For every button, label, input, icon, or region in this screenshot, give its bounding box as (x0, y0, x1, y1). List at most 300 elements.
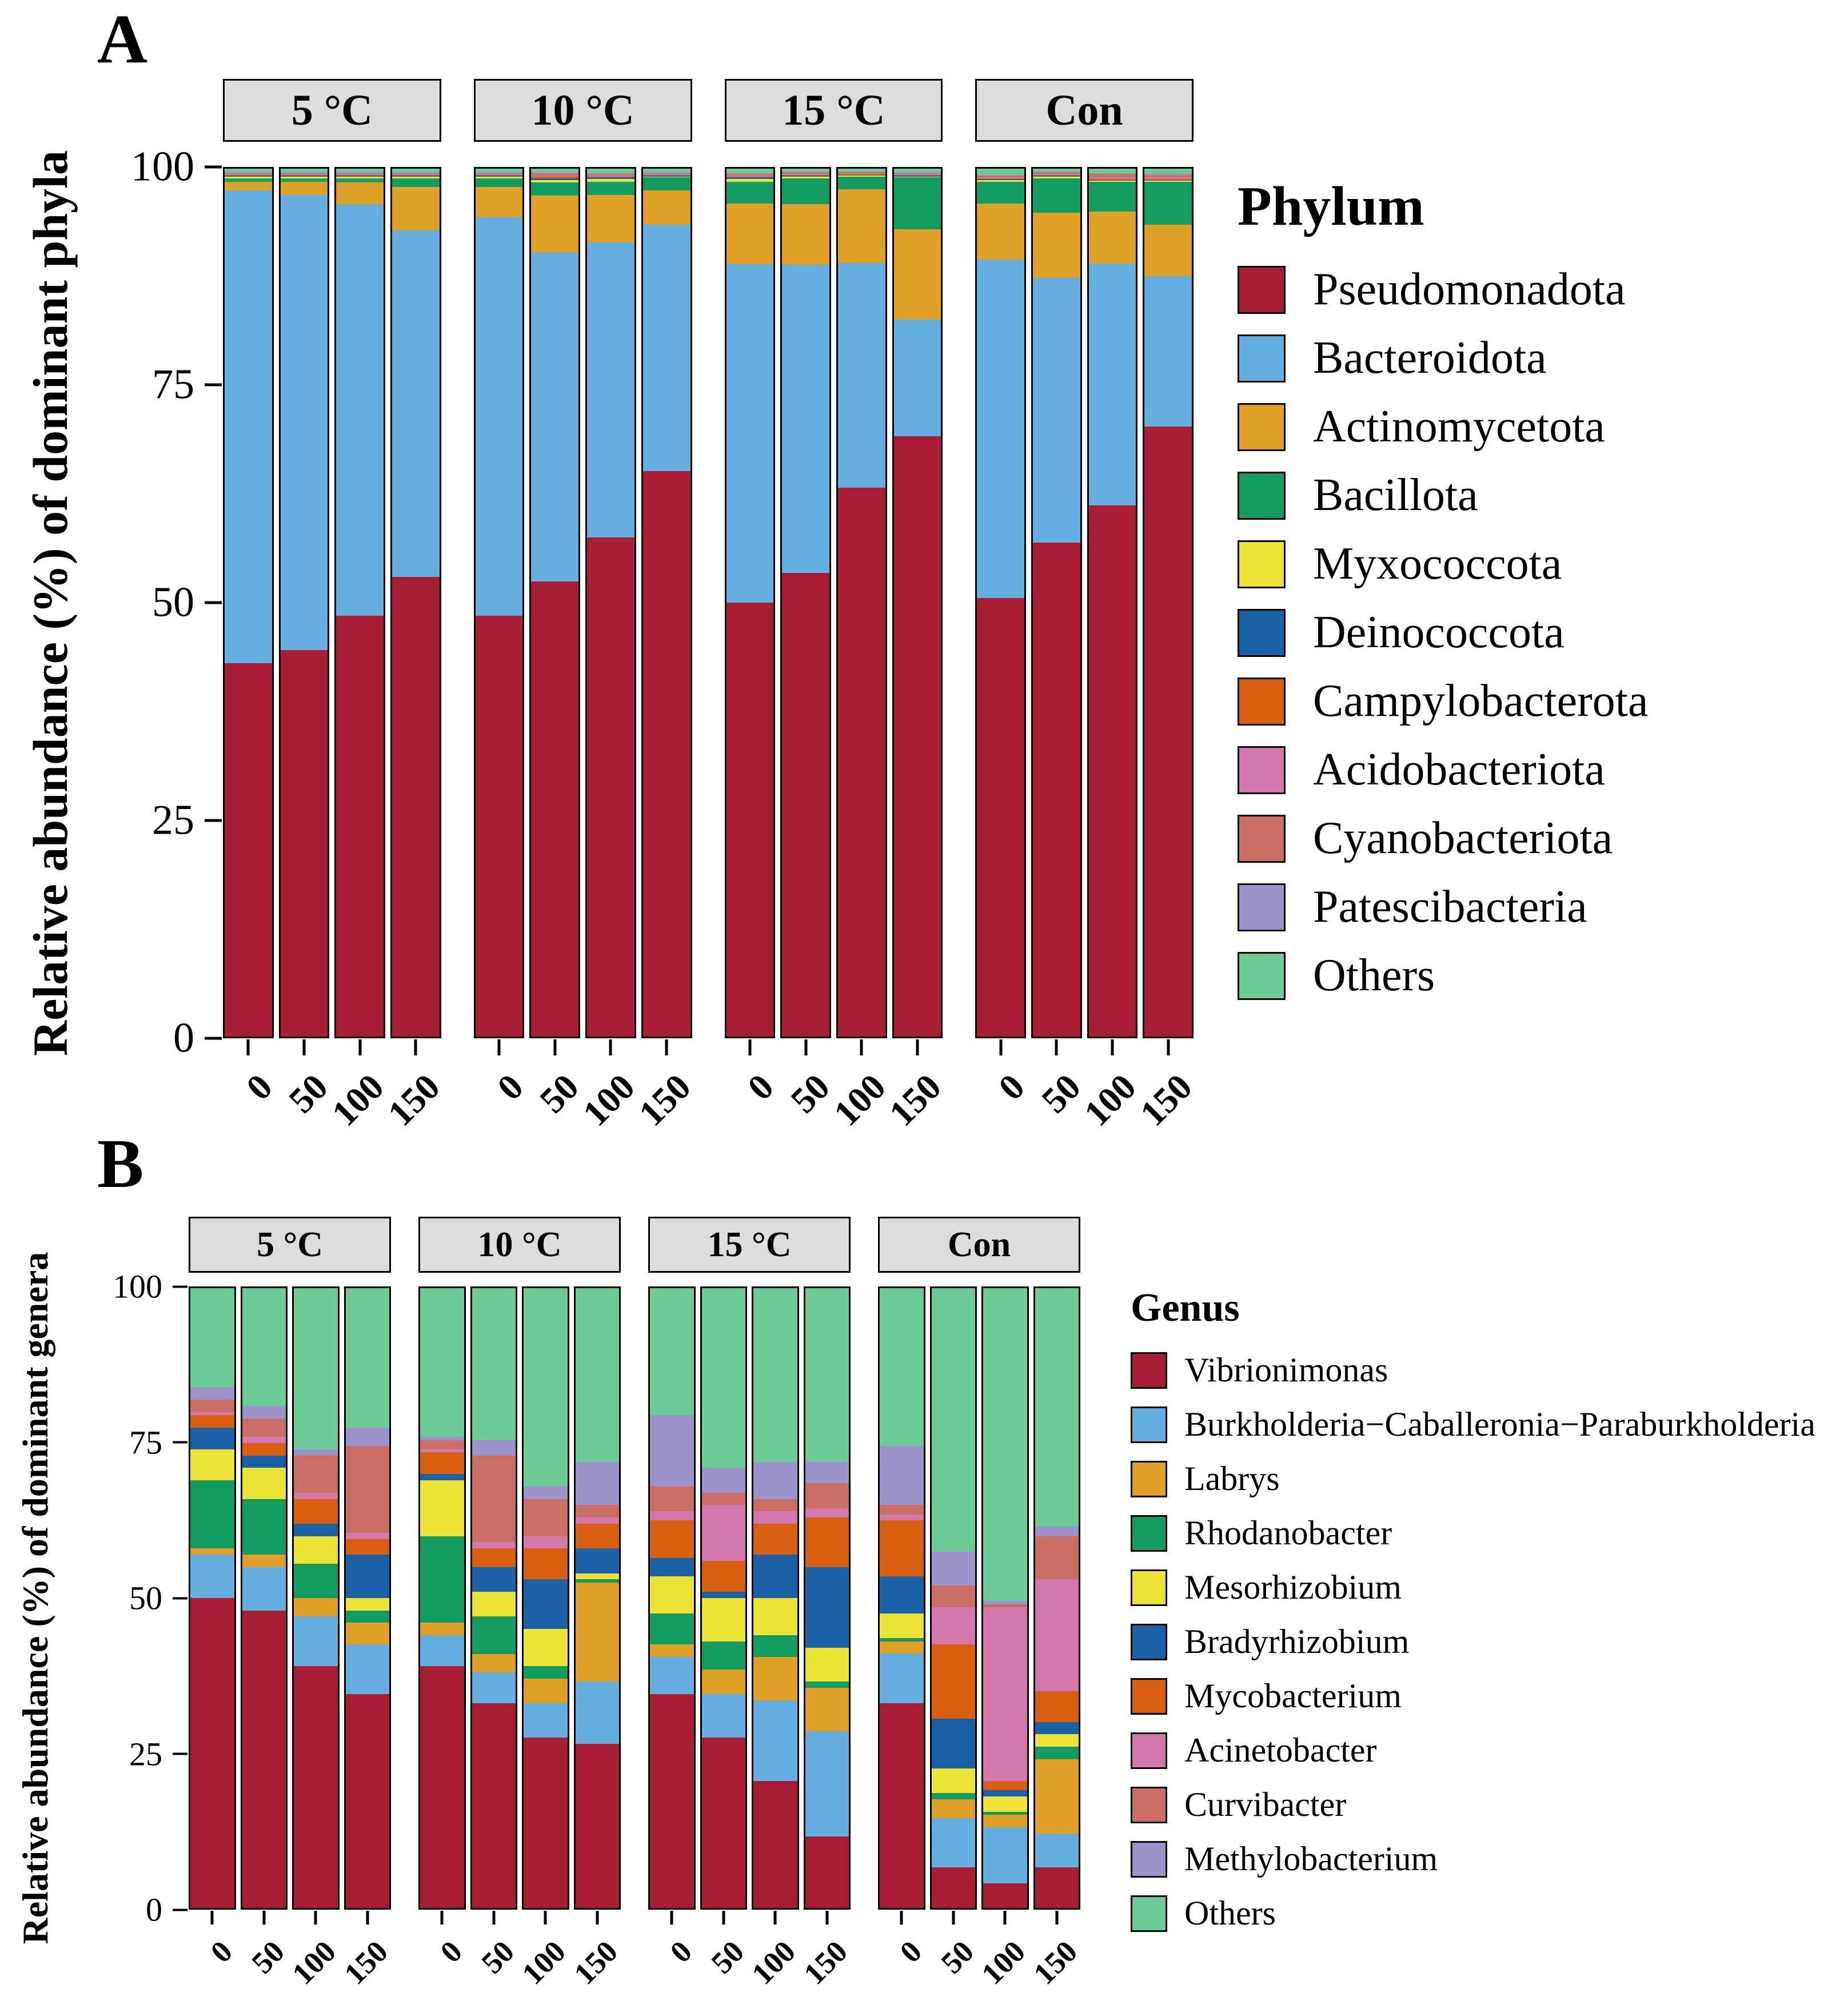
bar-segment (838, 189, 885, 263)
x-tick-label: 50 (245, 1934, 292, 1981)
bar-segment (643, 225, 691, 471)
bar-segment (576, 1505, 620, 1517)
bar-segment (838, 488, 885, 1037)
bar-segment (531, 196, 578, 252)
bar-segment (336, 182, 384, 204)
y-tick (86, 796, 222, 845)
x-tick (648, 1911, 699, 2014)
bar-segment (838, 263, 885, 488)
bar-segment (346, 1623, 390, 1644)
x-tick (337, 1911, 395, 2014)
bar-segment (880, 1703, 924, 1908)
stacked-bar (418, 1286, 466, 1910)
x-tick-label: 0 (238, 1066, 280, 1108)
stacked-bar (1087, 167, 1138, 1038)
x-tick-label: 0 (991, 1066, 1032, 1108)
legend-label: Labrys (1184, 1460, 1280, 1497)
bar-segment (587, 169, 634, 173)
x-tick (189, 1911, 240, 2014)
bar-segment (782, 204, 829, 265)
bar-segment (650, 1487, 694, 1511)
facet-group (975, 167, 1194, 1038)
legend-item (1131, 1731, 1815, 1770)
bar-segment (190, 1288, 234, 1387)
bar-segment (880, 1505, 924, 1514)
panel-a-legend (1238, 174, 1648, 1018)
bar-segment (472, 1616, 516, 1654)
bar-segment (336, 616, 384, 1036)
x-tick (223, 1039, 280, 1148)
panel-a-y-axis-title: Relative abundance (%) of dominant phyla (23, 150, 78, 1056)
y-tick (86, 143, 222, 192)
bar-segment (576, 1288, 620, 1462)
legend-item (1238, 744, 1648, 796)
bar-segment (1033, 278, 1080, 543)
bar-segment (294, 1456, 338, 1493)
bar-segment (650, 1613, 694, 1644)
bar-segment (190, 1400, 234, 1412)
bar-segment (524, 1487, 568, 1499)
bar-segment (242, 1468, 286, 1499)
legend-swatch (1131, 1461, 1167, 1497)
panel-b-facet-headers (189, 1217, 1080, 1273)
legend-label: Others (1184, 1894, 1276, 1932)
legend-swatch (1131, 1678, 1167, 1715)
x-tick-mark (262, 1911, 265, 1925)
stacked-bar (1031, 167, 1082, 1038)
stacked-bar (878, 1286, 925, 1910)
facet-group (474, 167, 692, 1038)
bar-segment (420, 1623, 464, 1635)
stacked-bar (700, 1286, 748, 1910)
legend-swatch (1131, 1895, 1167, 1932)
panel-a-legend-title: Phylum (1238, 176, 1424, 237)
x-tick (515, 1911, 573, 2014)
bar-segment (420, 1452, 464, 1474)
bar-segment (880, 1613, 924, 1638)
x-tick-label: 100 (285, 1934, 343, 1991)
x-tick-label: 150 (337, 1934, 395, 1991)
bar-segment (650, 1288, 694, 1415)
x-tick-label: 0 (740, 1066, 782, 1108)
bar-segment (753, 1555, 797, 1598)
bar-segment (727, 264, 774, 603)
bar-segment (392, 178, 440, 187)
x-tick (878, 1911, 929, 2014)
bar-segment (702, 1505, 746, 1561)
x-tick-mark (544, 1911, 547, 1925)
bar-segment (643, 177, 691, 190)
bar-segment (294, 1524, 338, 1536)
legend-item (1131, 1405, 1815, 1444)
bar-segment (894, 177, 941, 229)
x-tick (700, 1911, 751, 2014)
facet-x-ticks (648, 1911, 855, 2014)
stacked-bar (641, 167, 692, 1038)
x-tick-label: 150 (797, 1934, 855, 1991)
bar-segment (294, 1598, 338, 1617)
panel-b-y-axis-title: Relative abundance (%) of dominant genera (15, 1252, 55, 1945)
bar-segment (702, 1694, 746, 1738)
x-tick (825, 1039, 893, 1148)
y-tick (86, 1014, 222, 1063)
bar-segment (983, 1827, 1027, 1883)
facet-label: 5 °C (189, 1217, 391, 1273)
facet-x-ticks (725, 1039, 949, 1148)
bar-segment (576, 1583, 620, 1682)
bar-segment (242, 1406, 286, 1419)
x-tick-label: 100 (515, 1934, 573, 1991)
y-tick-label: 25 (152, 796, 194, 844)
bar-segment (1144, 427, 1192, 1037)
bar-segment (576, 1573, 620, 1580)
x-tick-label: 50 (704, 1934, 751, 1981)
bar-segment (420, 1536, 464, 1623)
y-tick-label: 50 (152, 579, 194, 626)
bar-segment (294, 1499, 338, 1524)
legend-label: Acinetobacter (1184, 1731, 1377, 1769)
legend-swatch (1238, 746, 1286, 794)
y-tick (69, 1735, 187, 1773)
bar-segment (294, 1666, 338, 1908)
bar-segment (1035, 1579, 1079, 1691)
y-tick-label: 0 (146, 1891, 162, 1929)
x-tick-mark (553, 1039, 556, 1055)
legend-label: Mycobacterium (1184, 1677, 1402, 1715)
bar-segment (472, 1288, 516, 1440)
x-tick-mark (952, 1911, 955, 1925)
bar-segment (472, 1703, 516, 1908)
x-tick (1076, 1039, 1144, 1148)
y-tick (69, 1268, 187, 1306)
bar-segment (753, 1462, 797, 1499)
x-tick-mark (441, 1911, 444, 1925)
bar-segment (753, 1524, 797, 1555)
bar-segment (346, 1598, 390, 1611)
facet-group (418, 1286, 621, 1910)
stacked-bar (981, 1286, 1029, 1910)
y-tick-mark (205, 384, 222, 387)
bar-segment (1035, 1691, 1079, 1722)
legend-item (1131, 1676, 1815, 1716)
bar-segment (1035, 1759, 1079, 1834)
bar-segment (1035, 1867, 1079, 1907)
bar-segment (524, 1579, 568, 1629)
x-tick-mark (1167, 1039, 1170, 1055)
legend-swatch (1238, 472, 1286, 520)
legend-item (1131, 1622, 1815, 1662)
bar-segment (294, 1616, 338, 1666)
stacked-bar (574, 1286, 621, 1910)
bar-segment (643, 471, 691, 1037)
legend-item (1238, 264, 1648, 316)
x-tick (324, 1039, 392, 1148)
bar-segment (587, 182, 634, 195)
bar-segment (650, 1511, 694, 1520)
bar-segment (1089, 505, 1136, 1037)
bar-segment (727, 204, 774, 264)
bar-segment (281, 650, 328, 1037)
panel-a-facet-headers (223, 79, 1194, 142)
y-tick-label: 75 (129, 1424, 162, 1461)
legend-item (1238, 881, 1648, 933)
x-tick (630, 1039, 699, 1148)
bar-segment (190, 1428, 234, 1449)
legend-label: Vibrionimonas (1184, 1351, 1388, 1389)
y-tick-mark (205, 1037, 222, 1040)
legend-item (1238, 607, 1648, 659)
bar-segment (190, 1598, 234, 1908)
stacked-bar (725, 167, 776, 1038)
x-tick (1027, 1911, 1084, 2014)
bar-segment (392, 187, 440, 230)
y-tick-label: 0 (173, 1014, 194, 1062)
stacked-bar (241, 1286, 288, 1910)
legend-label: Bacillota (1313, 470, 1478, 520)
bar-segment (420, 1440, 464, 1449)
bar-segment (242, 1288, 286, 1406)
bar-segment (476, 178, 523, 187)
legend-label: Rhodanobacter (1184, 1514, 1392, 1552)
bar-segment (805, 1648, 849, 1682)
x-tick (975, 1911, 1032, 2014)
bar-segment (531, 182, 578, 196)
bar-segment (392, 577, 440, 1037)
stacked-bar (1033, 1286, 1081, 1910)
x-tick-mark (860, 1039, 863, 1055)
bar-segment (531, 581, 578, 1037)
bar-segment (346, 1288, 390, 1428)
stacked-bar (648, 1286, 696, 1910)
legend-swatch (1238, 609, 1286, 657)
legend-item (1238, 538, 1648, 590)
legend-swatch (1238, 403, 1286, 451)
legend-item (1238, 401, 1648, 453)
bar-segment (650, 1694, 694, 1908)
bar-segment (650, 1520, 694, 1557)
bar-segment (531, 252, 578, 581)
x-tick (285, 1911, 343, 2014)
legend-label: Myxococcota (1313, 539, 1562, 589)
y-tick (86, 361, 222, 409)
facet-label: Con (878, 1217, 1080, 1273)
bar-segment (702, 1288, 746, 1468)
legend-swatch (1238, 266, 1286, 314)
bar-segment (753, 1781, 797, 1908)
x-tick-mark (670, 1911, 673, 1925)
bar-segment (524, 1679, 568, 1703)
bar-segment (472, 1440, 516, 1456)
legend-swatch (1131, 1569, 1167, 1606)
legend-label: Bradyrhizobium (1184, 1623, 1410, 1660)
panel-a-y-axis (86, 143, 222, 1062)
facet-label: 15 °C (725, 79, 943, 142)
bar-segment (576, 1462, 620, 1505)
bar-segment (190, 1387, 234, 1400)
bar-segment (576, 1548, 620, 1573)
legend-swatch (1238, 883, 1286, 931)
x-tick-mark (414, 1039, 417, 1055)
bar-segment (524, 1629, 568, 1666)
facet-label: Con (975, 79, 1194, 142)
bar-segment (242, 1456, 286, 1468)
x-tick-label: 0 (433, 1934, 469, 1970)
bar-segment (225, 190, 272, 663)
bar-segment (346, 1644, 390, 1694)
bar-segment (702, 1670, 746, 1694)
bar-segment (1035, 1834, 1079, 1868)
bar-segment (346, 1533, 390, 1539)
x-tick (279, 1039, 336, 1148)
legend-item (1238, 332, 1648, 384)
x-tick-mark (366, 1911, 369, 1925)
bar-segment (242, 1499, 286, 1555)
panel-a-x-axis (223, 1039, 1200, 1148)
bar-segment (880, 1515, 924, 1521)
stacked-bar (223, 167, 274, 1038)
legend-label: Others (1313, 950, 1435, 1001)
bar-segment (702, 1561, 746, 1592)
stacked-bar (1143, 167, 1194, 1038)
bar-segment (225, 663, 272, 1037)
bar-segment (932, 1644, 976, 1719)
x-tick (881, 1039, 949, 1148)
bar-segment (650, 1657, 694, 1694)
y-tick (69, 1891, 187, 1929)
bar-segment (753, 1700, 797, 1781)
facet-label: 10 °C (474, 79, 692, 142)
stacked-bar (804, 1286, 851, 1910)
bar-segment (753, 1657, 797, 1700)
x-tick-mark (748, 1039, 751, 1055)
bar-segment (932, 1552, 976, 1586)
legend-swatch (1131, 1352, 1167, 1389)
bar-segment (524, 1738, 568, 1908)
x-tick (474, 1039, 531, 1148)
facet-x-ticks (474, 1039, 699, 1148)
bar-segment (336, 204, 384, 616)
bar-segment (1035, 1288, 1079, 1527)
bar-segment (1035, 1747, 1079, 1759)
bar-segment (524, 1288, 568, 1487)
bar-segment (983, 1815, 1027, 1827)
panel-b-plot-area (189, 1286, 1080, 1910)
bar-segment (983, 1796, 1027, 1812)
bar-segment (190, 1480, 234, 1548)
x-tick-label: 50 (532, 1066, 587, 1121)
y-tick-label: 25 (129, 1735, 162, 1772)
bar-segment (1144, 225, 1192, 276)
bar-segment (294, 1449, 338, 1456)
y-tick-label: 50 (129, 1579, 162, 1617)
x-tick-mark (1004, 1911, 1007, 1925)
bar-segment (472, 1654, 516, 1673)
legend-label: Curvibacter (1184, 1786, 1347, 1823)
x-tick-label: 150 (380, 1066, 448, 1134)
bar-segment (1144, 276, 1192, 427)
bar-segment (977, 182, 1024, 204)
stacked-bar (780, 167, 831, 1038)
legend-label: Acidobacteriota (1313, 744, 1605, 795)
bar-segment (727, 182, 774, 204)
legend-swatch (1238, 952, 1286, 1000)
bar-segment (576, 1682, 620, 1743)
x-tick-mark (211, 1911, 214, 1925)
panel-b-x-axis (189, 1911, 1084, 2014)
bar-segment (1035, 1527, 1079, 1536)
bar-segment (1035, 1734, 1079, 1747)
x-tick (1132, 1039, 1200, 1148)
bar-segment (894, 436, 941, 1037)
bar-segment (346, 1446, 390, 1533)
x-tick-label: 0 (203, 1934, 240, 1970)
facet-x-ticks (189, 1911, 395, 2014)
x-tick (780, 1039, 837, 1148)
x-tick-mark (1055, 1039, 1058, 1055)
x-tick-mark (498, 1039, 501, 1055)
bar-segment (753, 1288, 797, 1462)
x-tick-mark (916, 1039, 919, 1055)
legend-item (1131, 1350, 1815, 1390)
legend-label: Pseudomonadota (1313, 264, 1626, 314)
bar-segment (294, 1493, 338, 1499)
x-tick-mark (999, 1039, 1002, 1055)
bar-segment (753, 1635, 797, 1657)
x-tick-mark (596, 1911, 598, 1925)
facet-group (223, 167, 441, 1038)
bar-segment (1033, 213, 1080, 278)
y-tick-label: 100 (113, 1268, 162, 1305)
x-tick (574, 1039, 642, 1148)
legend-swatch (1131, 1624, 1167, 1660)
legend-label: Cyanobacteriota (1313, 813, 1613, 863)
x-tick-mark (303, 1039, 306, 1055)
bar-segment (983, 1883, 1027, 1908)
bar-segment (880, 1576, 924, 1613)
bar-segment (472, 1592, 516, 1616)
bar-segment (782, 265, 829, 572)
legend-item (1238, 675, 1648, 727)
bar-segment (753, 1511, 797, 1524)
bar-segment (838, 177, 885, 190)
legend-label: Deinococcota (1313, 607, 1564, 658)
y-tick-mark (173, 1597, 187, 1599)
bar-segment (1035, 1536, 1079, 1580)
bar-segment (420, 1480, 464, 1536)
facet-x-ticks (418, 1911, 625, 2014)
bar-segment (472, 1672, 516, 1703)
facet-label: 10 °C (418, 1217, 621, 1273)
bar-segment (336, 178, 384, 183)
bar-segment (1144, 182, 1192, 225)
bar-segment (880, 1642, 924, 1654)
bar-segment (983, 1790, 1027, 1796)
bar-segment (932, 1799, 976, 1818)
bar-segment (294, 1564, 338, 1598)
panel-a-plot-area (223, 167, 1194, 1038)
x-tick (380, 1039, 448, 1148)
x-tick (797, 1911, 855, 2014)
bar-segment (932, 1719, 976, 1768)
legend-label: Campylobacterota (1313, 676, 1649, 726)
bar-segment (880, 1288, 924, 1446)
bar-segment (346, 1555, 390, 1598)
y-tick-mark (205, 819, 222, 822)
x-tick-mark (247, 1039, 250, 1055)
legend-swatch (1238, 815, 1286, 863)
bar-segment (1144, 169, 1192, 174)
bar-segment (420, 1474, 464, 1480)
